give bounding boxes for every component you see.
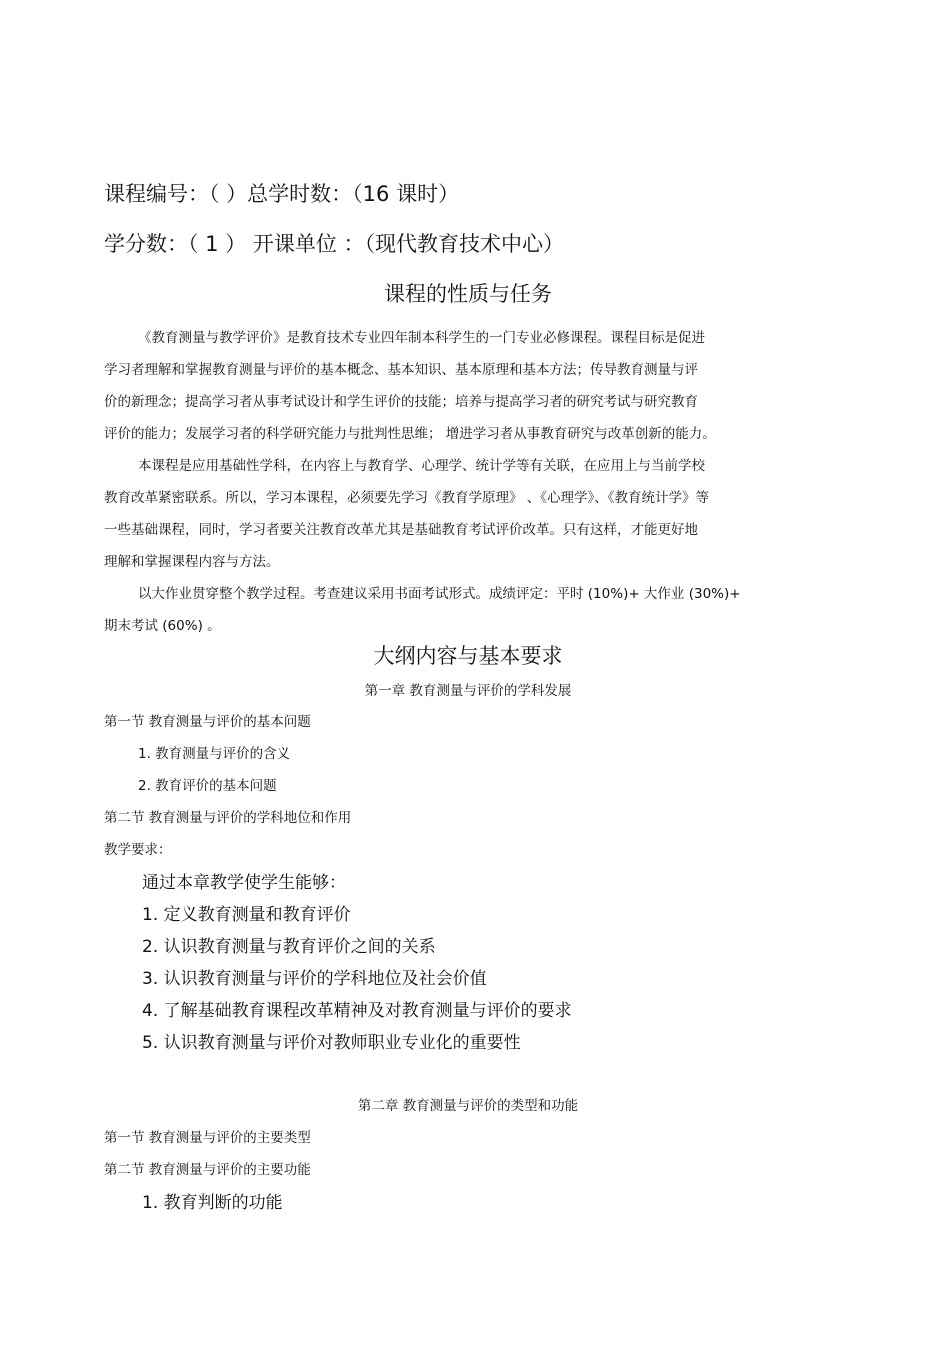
section-heading: 第二节 教育测量与评价的学科地位和作用 xyxy=(104,810,352,826)
section-heading: 第二节 教育测量与评价的主要功能 xyxy=(104,1162,311,1178)
requirements-intro: 通过本章教学使学生能够： xyxy=(142,873,346,893)
section-heading: 第一节 教育测量与评价的基本问题 xyxy=(104,714,311,730)
paragraph-line: 理解和掌握课程内容与方法。 xyxy=(104,554,280,570)
paragraph-line: 价的新理念；提高学习者从事考试设计和学生评价的技能；培养与提高学习者的研究考试与研究教育 xyxy=(104,394,698,410)
chapter-title: 第一章 教育测量与评价的学科发展 xyxy=(364,683,572,699)
paragraph-line: 一些基础课程，同时，学习者要关注教育改革尤其是基础教育考试评价改革。只有这样，才能更好地 xyxy=(104,522,698,538)
paragraph-line: 以大作业贯穿整个教学过程。考查建议采用书面考试形式。成绩评定：平时 (10%)+ 大作业 (30%)+ xyxy=(138,586,741,602)
requirement-item: 2. 认识教育测量与教育评价之间的关系 xyxy=(142,937,436,957)
paragraph-line: 教育改革紧密联系。所以，学习本课程，必须要先学习《教育学原理》 、《心理学》、《教育统计学》等 xyxy=(104,490,710,506)
teaching-requirements-label: 教学要求： xyxy=(104,842,172,858)
paragraph-line: 评价的能力；发展学习者的科学研究能力与批判性思维； 增进学习者从事教育研究与改革创新的能力。 xyxy=(104,426,716,442)
requirement-item: 1. 定义教育测量和教育评价 xyxy=(142,905,351,925)
requirement-item: 5. 认识教育测量与评价对教师职业专业化的重要性 xyxy=(142,1033,521,1053)
course-id-hours: 课程编号：（ ）总学时数：（16 课时） xyxy=(104,182,460,206)
paragraph-line: 《教育测量与教学评价》是教育技术专业四年制本科学生的一门专业必修课程。课程目标是促进 xyxy=(138,330,705,346)
list-item: 2. 教育评价的基本问题 xyxy=(138,778,277,794)
section-title: 课程的性质与任务 xyxy=(384,282,552,306)
paragraph-line: 期末考试 (60%) 。 xyxy=(104,618,221,634)
credits-department: 学分数：（ 1 ） 开课单位 ：（现代教育技术中心） xyxy=(104,232,565,256)
requirement-item: 3. 认识教育测量与评价的学科地位及社会价值 xyxy=(142,969,487,989)
section-heading: 第一节 教育测量与评价的主要类型 xyxy=(104,1130,311,1146)
requirement-item: 1. 教育判断的功能 xyxy=(142,1193,283,1213)
list-item: 1. 教育测量与评价的含义 xyxy=(138,746,291,762)
paragraph-line: 学习者理解和掌握教育测量与评价的基本概念、基本知识、基本原理和基本方法；传导教育测量与评 xyxy=(104,362,698,378)
section-title: 大纲内容与基本要求 xyxy=(373,644,563,668)
paragraph-line: 本课程是应用基础性学科，在内容上与教育学、心理学、统计学等有关联，在应用上与当前学校 xyxy=(138,458,705,474)
requirement-item: 4. 了解基础教育课程改革精神及对教育测量与评价的要求 xyxy=(142,1001,572,1021)
chapter-title: 第二章 教育测量与评价的类型和功能 xyxy=(357,1098,579,1114)
